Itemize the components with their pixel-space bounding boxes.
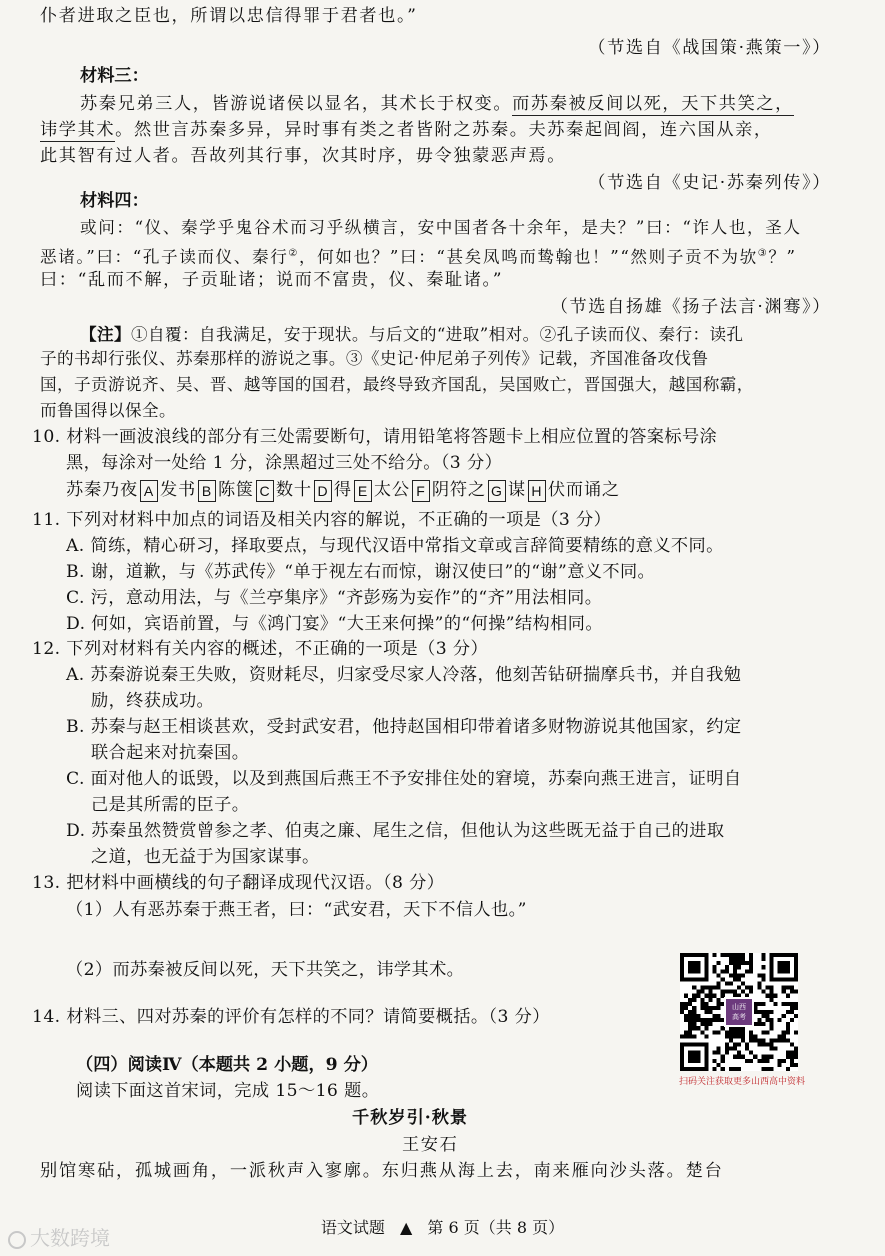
option-d: D. 苏秦虽然赞赏曾参之孝、伯夷之廉、尾生之信，但他认为这些既无益于自己的进取 [66,821,725,841]
question-11: 11. 下列对材料中加点的词语及相关内容的解说，不正确的一项是（3 分） [32,510,612,530]
source-citation: （节选自《战国策·燕策一》） [588,38,831,58]
text-span: 太公 [373,480,410,500]
footnote-mark: ② [288,248,299,259]
text-span: 恶诸。”曰：“孔子读而仪、秦行 [40,247,289,267]
text-line: 此其智有过人者。吾故列其行事，次其时序，毋令独蒙恶声焉。 [40,146,567,166]
page-footer [0,1215,885,1238]
option-a-cont: 励，终获成功。 [91,691,215,711]
option-a: A. 简练，精心研习，择取要点，与现代汉语中常指文章或言辞简要精练的意义不同。 [66,536,724,556]
option-box-h[interactable]: H [528,480,546,502]
option-d: D. 何如，宾语前置，与《鸿门宴》“大王来何操”的“何操”结构相同。 [66,614,603,634]
text-span: ？” [768,247,797,267]
option-c: C. 面对他人的诋毁，以及到燕国后燕王不予安排住处的窘境，苏秦向燕王进言，证明自 [66,769,742,789]
option-b: B. 谢，道歉，与《苏武传》“单于视左右而惊，谢汉使曰”的“谢”意义不同。 [66,562,656,582]
section-heading: （四）阅读Ⅳ（本题共 2 小题，9 分） [76,1055,378,1075]
option-box-d[interactable]: D [314,480,332,502]
qr-logo-badge [724,997,754,1027]
material-heading: 材料四： [80,191,149,211]
sub-question-2: （2）而苏秦被反间以死，天下共笑之，讳学其术。 [66,960,465,980]
question-10: 10. 材料一画波浪线的部分有三处需要断句，请用铅笔将答题卡上相应位置的答案标号涂 [32,427,718,447]
text-span: 得 [333,480,352,500]
text-line: 或问：“仪、秦学乎鬼谷术而习乎纵横言，安中国者各十余年，是夫？”曰：“诈人也，圣人 [80,218,802,237]
option-box-b[interactable]: B [198,480,216,502]
footer-subject: 语文试题 [320,1218,385,1237]
text-line: 仆者进取之臣也，所谓以忠信得罪于君者也。” [40,6,418,26]
option-box-a[interactable]: A [140,480,158,502]
poem-line: 别馆寒砧，孤城画角，一派秋声入寥廓。东归燕从海上去，南来雁向沙头落。楚台 [40,1161,724,1181]
poem-author: 王安石 [402,1135,459,1155]
text-span: 苏秦兄弟三人，皆游说诸侯以显名，其术长于权变。 [80,94,513,114]
text-span: ①自覆：自我满足，安于现状。与后文的“进取”相对。②孔子读而仪、秦行：读孔 [130,325,744,344]
option-box-e[interactable]: E [354,480,372,502]
text-span: 数十 [275,480,312,500]
question-10-cont: 黑，每涂对一处给 1 分，涂黑超过三处不给分。（3 分） [66,453,503,473]
text-span: 谋 [507,480,526,500]
badge-text: 山西 [732,1004,746,1011]
text-line: 曰：“乱而不解，子贡耻诸；说而不富贵，仪、秦耻诸。” [40,270,504,290]
note-line: 国，子贡游说齐、吴、晋、越等国的国君，最终导致齐国乱，吴国败亡，晋国强大，越国称霸， [40,375,754,394]
question-13: 13. 把材料中画横线的句子翻译成现代汉语。（8 分） [32,873,445,893]
triangle-icon: ▲ [399,1218,413,1237]
text-line [40,118,773,142]
option-box-f[interactable]: F [412,480,430,502]
question-14: 14. 材料三、四对苏秦的评价有怎样的不同？请简要概括。（3 分） [32,1007,550,1027]
option-d-cont: 之道，也无益于为国家谋事。 [91,847,320,867]
option-c: C. 污，意动用法，与《兰亭集序》“齐彭殇为妄作”的“齐”用法相同。 [66,588,603,608]
text-span: 。然世言苏秦多异，异时事有类之者皆附之苏秦。夫苏秦起闾阎，连六国从亲， [115,120,773,140]
text-span: 陈箧 [217,480,254,500]
text-line [80,92,794,116]
option-b: B. 苏秦与赵王相谈甚欢，受封武安君，他持赵国相印带着诸多财物游说其他国家，约定 [66,717,742,737]
footer-page-number: 第 6 页（共 8 页） [427,1218,565,1237]
option-box-g[interactable]: G [488,480,506,502]
text-span: 伏而诵之 [547,480,620,500]
text-span: ，何如也？”曰：“甚矣凤鸣而鸷翰也！”“然则子贡不为欤 [298,247,758,267]
poem-title: 千秋岁引·秋景 [352,1108,469,1128]
material-heading: 材料三： [80,66,149,86]
sub-question-1: （1）人有恶苏秦于燕王者，曰：“武安君，天下不信人也。” [66,900,527,920]
note-line [80,322,744,347]
text-span: 发书 [159,480,196,500]
qr-code[interactable] [680,953,798,1071]
option-a: A. 苏秦游说秦王失败，资财耗尽，归家受尽家人冷落，他刻苦钻研揣摩兵书，并自我勉 [66,665,742,685]
option-b-cont: 联合起来对抗秦国。 [91,743,250,763]
q10-answer-options [66,478,620,502]
underlined-sentence: 讳学其术 [40,120,116,140]
footnote-mark: ③ [757,248,769,259]
text-span: 阴符之 [431,480,486,500]
section-intro: 阅读下面这首宋词，完成 15～16 题。 [76,1081,380,1101]
option-c-cont: 己是其所需的臣子。 [91,795,250,815]
note-label: 【注】 [80,324,131,344]
qr-caption: 扫码关注获取更多山西高中资料 [678,1076,805,1086]
badge-text: 高考 [732,1014,746,1021]
option-box-c[interactable]: C [256,480,274,502]
note-line: 而鲁国得以保全。 [40,401,176,420]
text-line [40,242,797,270]
note-line: 子的书却行张仪、苏秦那样的游说之事。③《史记·仲尼弟子列传》记载，齐国准备攻伐鲁 [40,349,709,368]
watermark-text: 大数跨境 [30,1228,110,1250]
underlined-sentence: 而苏秦被反间以死，天下共笑之， [512,94,794,114]
watermark-logo-icon [8,1231,26,1249]
source-citation: （节选自扬雄《扬子法言·渊骞》） [550,297,831,317]
text-span: 苏秦乃夜 [66,480,138,500]
watermark [8,1222,110,1251]
question-12: 12. 下列对材料有关内容的概述，不正确的一项是（3 分） [32,639,489,659]
source-citation: （节选自《史记·苏秦列传》） [588,173,831,193]
